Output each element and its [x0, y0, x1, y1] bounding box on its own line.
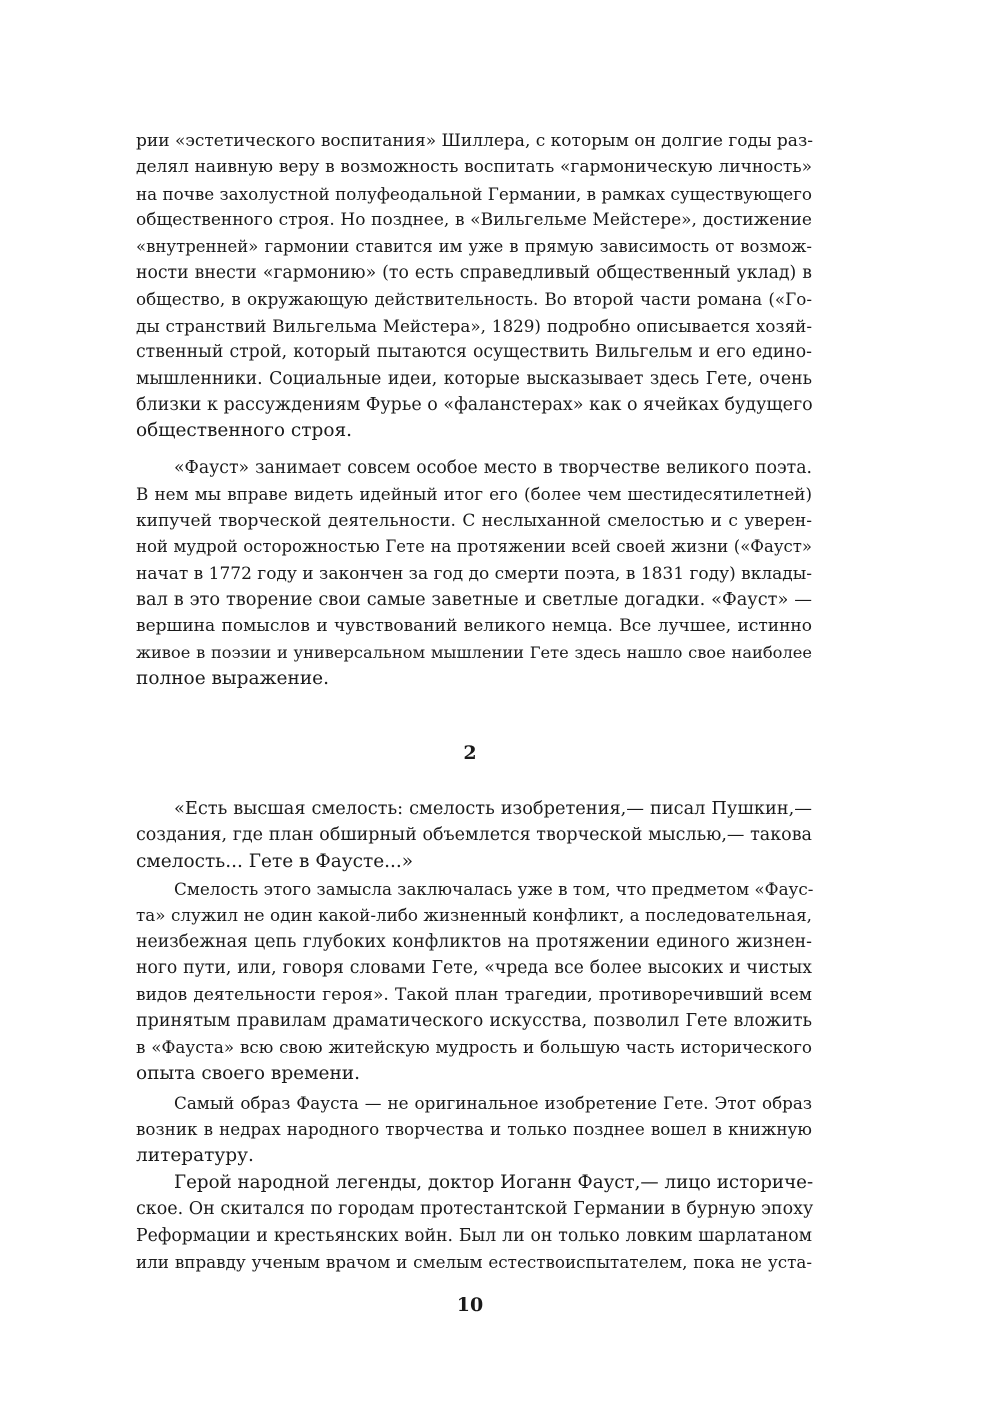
text-line: ной мудрой осторожностью Гете на протяжении всей своей жизни («Фауст»: [136, 537, 812, 557]
text-line: неизбежная цепь глубоких конфликтов на протяжении единого жизнен-: [136, 931, 812, 952]
text-line: Реформации и крестьянских войн. Был ли он только ловким шарлатаном: [136, 1225, 812, 1246]
paragraph: [136, 796, 812, 875]
text-line: рии «эстетического воспитания» Шиллера, с которым он долгие годы раз-: [136, 131, 813, 151]
text-line: ды странствий Вильгельма Мейстера», 1829) подробно описывается хозяй-: [136, 315, 812, 336]
text-line: общественного строя.: [136, 420, 353, 442]
text-line: «Есть высшая смелость: смелость изобретения,— писал Пушкин,—: [174, 799, 812, 819]
text-line: или вправду ученым врачом и смелым естествоиспытателем, пока не уста-: [136, 1252, 812, 1273]
section-number: 2: [463, 742, 477, 764]
text-line: кипучей творческой деятельности. С неслыханной смелостью и с уверен-: [136, 510, 812, 531]
text-line: на почве захолустной полуфеодальной Германии, в рамках существующего: [136, 183, 812, 204]
text-line: Герой народной легенды, доктор Иоганн Фауст,— лицо историче-: [174, 1172, 814, 1193]
text-line: «внутренней» гармонии ставится им уже в прямую зависимость от возмож-: [136, 236, 812, 256]
paragraph: [136, 876, 812, 1087]
paragraph: [136, 1170, 812, 1276]
text-line: начат в 1772 году и закончен за год до смерти поэта, в 1831 году) вклады-: [136, 563, 813, 584]
text-line: принятым правилам драматического искусства, позволил Гете вложить: [136, 1010, 812, 1031]
text-line: Самый образ Фауста — не оригинальное изобретение Гете. Этот образ: [174, 1093, 812, 1113]
text-line: Смелость этого замысла заключалась уже в том, что предметом «Фаус-: [174, 879, 814, 899]
text-line: смелость... Гете в Фаусте...»: [136, 850, 414, 872]
text-line: полное выражение.: [136, 668, 329, 690]
text-line: создания, где план обширный объемлется творческой мыслью,— такова: [136, 825, 812, 846]
paragraph: [136, 128, 812, 445]
page-number: 10: [456, 1294, 484, 1316]
text-line: общественного строя. Но позднее, в «Вильгельме Мейстере», достижение: [136, 210, 812, 231]
text-line: «Фауст» занимает совсем особое место в творчестве великого поэта.: [174, 458, 812, 478]
paragraph: [136, 1090, 812, 1169]
text-line: ного пути, или, говоря словами Гете, «чреда все более высоких и чистых: [136, 958, 812, 979]
text-line: видов деятельности героя». Такой план трагедии, противоречивший всем: [136, 984, 812, 1005]
text-line: литературу.: [136, 1144, 254, 1166]
text-line: ское. Он скитался по городам протестантской Германии в бурную эпоху: [136, 1199, 814, 1220]
text-line: делял наивную веру в возможность воспитать «гармоническую личность»: [136, 157, 812, 178]
text-line: вал в это творение свои самые заветные и светлые догадки. «Фауст» —: [136, 589, 812, 610]
text-line: В нем мы вправе видеть идейный итог его (более чем шестидесятилетней): [136, 484, 812, 505]
text-line: общество, в окружающую действительность. Во второй части романа («Го-: [136, 289, 812, 310]
text-line: возник в недрах народного творчества и только позднее вошел в книжную: [136, 1119, 812, 1140]
text-line: вершина помыслов и чувствований великого немца. Все лучшее, истинно: [136, 616, 812, 637]
text-line: та» служил не один какой-либо жизненный конфликт, а последовательная,: [136, 905, 812, 926]
text-line: ственный строй, который пытаются осуществить Вильгельм и его едино-: [136, 342, 812, 363]
text-line: живое в поэзии и универсальном мышлении Гете здесь нашло свое наиболее: [136, 642, 812, 662]
text-line: мышленники. Социальные идеи, которые высказывает здесь Гете, очень: [136, 368, 812, 389]
text-line: близки к рассуждениям Фурье о «фаланстерах» как о ячейках будущего: [136, 394, 813, 415]
text-line: ности внести «гармонию» (то есть справедливый общественный уклад) в: [136, 262, 812, 283]
text-line: в «Фауста» всю свою житейскую мудрость и большую часть исторического: [136, 1037, 812, 1058]
text-line: опыта своего времени.: [136, 1062, 360, 1084]
paragraph: [136, 455, 812, 693]
